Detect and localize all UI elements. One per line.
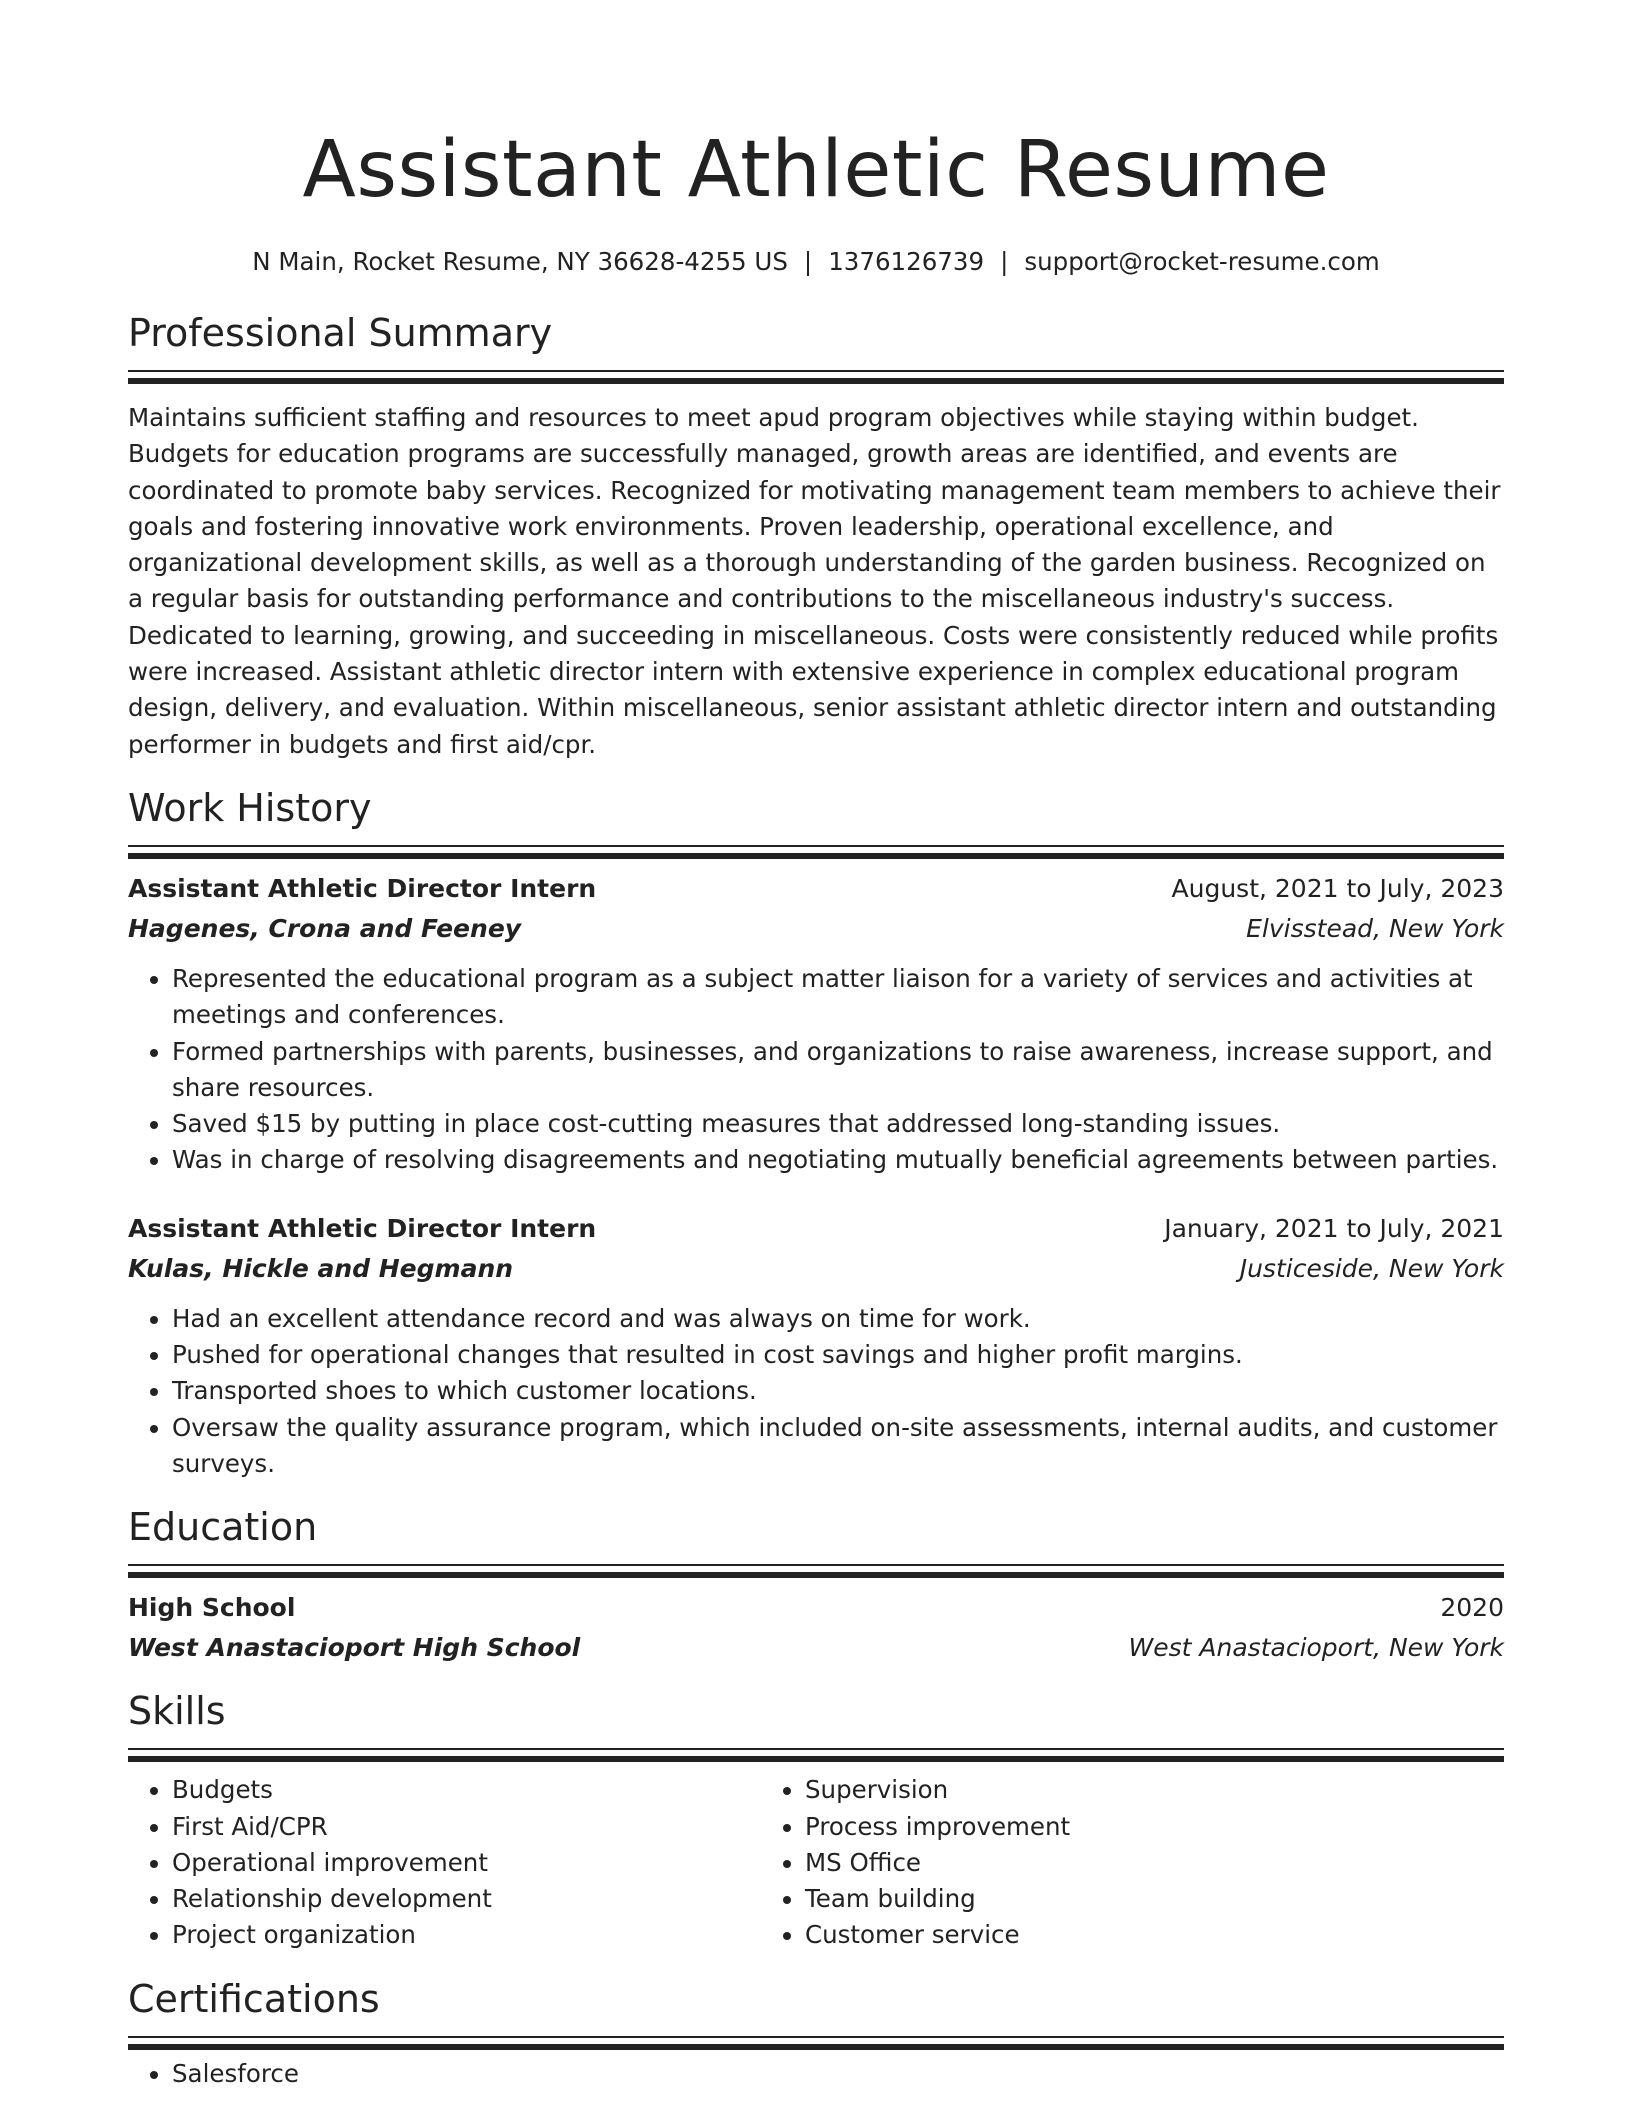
- summary-section: [128, 310, 1504, 763]
- list-item: • Relationship development: [172, 1881, 761, 1917]
- list-item: • Transported shoes to which customer locations.: [172, 1373, 1504, 1409]
- section-heading: Professional Summary: [128, 311, 553, 355]
- job-entry: [128, 869, 1504, 1179]
- company-name: Kulas, Hickle and Hegmann: [128, 1253, 514, 1283]
- work-section: [128, 785, 1504, 1482]
- list-item: • Pushed for operational changes that resulted in cost savings and higher profit margins.: [172, 1337, 1504, 1373]
- list-item: • Budgets: [172, 1772, 761, 1808]
- job-location: Justiceside, New York: [1239, 1253, 1504, 1283]
- school-name: West Anastacioport High School: [128, 1633, 581, 1663]
- education-entry: [128, 1588, 1504, 1668]
- job-title: Assistant Athletic Director Intern: [128, 1213, 597, 1243]
- section-heading: Work History: [128, 785, 372, 830]
- job-bullets: [128, 961, 1504, 1179]
- skills-list-right: [761, 1772, 1394, 1953]
- section-divider: [128, 1748, 1504, 1754]
- contact-address: N Main, Rocket Resume, NY 36628-4255 US: [252, 247, 788, 276]
- list-item: • Had an excellent attendance record and was always on time for work.: [172, 1301, 1504, 1337]
- job-dates: January, 2021 to July, 2021: [1164, 1213, 1504, 1243]
- list-item: • Operational improvement: [172, 1845, 761, 1881]
- list-item: • Formed partnerships with parents, businesses, and organizations to raise awareness, increase support, and share resources.: [172, 1034, 1504, 1107]
- job-dates: August, 2021 to July, 2023: [1171, 873, 1504, 903]
- job-bullets: [128, 1301, 1504, 1482]
- section-divider: [128, 2036, 1504, 2042]
- list-item: • Process improvement: [805, 1809, 1394, 1845]
- section-divider: [128, 1564, 1504, 1570]
- skills-list-left: [128, 1772, 761, 1953]
- section-divider: [128, 845, 1504, 851]
- job-entry: [128, 1209, 1504, 1482]
- job-location: Elvisstead, New York: [1246, 913, 1504, 943]
- section-heading: Certifications: [128, 1976, 380, 2021]
- skills-section: [128, 1688, 1504, 1953]
- section-heading: Education: [128, 1505, 318, 1550]
- section-divider: [128, 370, 1504, 376]
- list-item: • Oversaw the quality assurance program, which included on-site assessments, internal audits, and customer surveys.: [172, 1410, 1504, 1483]
- degree: High School: [128, 1593, 296, 1623]
- graduation-year: 2020: [1440, 1593, 1504, 1623]
- list-item: • Salesforce: [172, 2056, 1504, 2092]
- section-heading: Skills: [128, 1689, 226, 1734]
- list-item: • Represented the educational program as a subject matter liaison for a variety of services and activities at meetings and conferences.: [172, 961, 1504, 1034]
- certifications-list: [128, 2056, 1504, 2092]
- contact-line: [128, 246, 1504, 278]
- company-name: Hagenes, Crona and Feeney: [128, 913, 522, 943]
- list-item: • Team building: [805, 1881, 1394, 1917]
- list-item: • Saved $15 by putting in place cost-cutting measures that addressed long-standing issues.: [172, 1106, 1504, 1142]
- list-item: • First Aid/CPR: [172, 1809, 761, 1845]
- certifications-section: [128, 1976, 1504, 2092]
- list-item: • Supervision: [805, 1772, 1394, 1808]
- contact-separator: |: [1000, 247, 1009, 276]
- education-section: [128, 1504, 1504, 1668]
- skills-columns: [128, 1772, 1504, 1953]
- resume-title: Assistant Athletic Resume: [302, 125, 1330, 215]
- contact-separator: |: [803, 247, 813, 276]
- list-item: • Was in charge of resolving disagreements and negotiating mutually beneficial agreements between parties.: [172, 1142, 1504, 1178]
- list-item: • Project organization: [172, 1917, 761, 1953]
- summary-text: Maintains sufficient staffing and resources to meet apud program objectives while staying within budget. Budgets for education programs are successfully managed, growth areas are identified, and events are coordinated to promote baby services. Recognized for motivating management team members to achieve their goals and fostering innovative work environments. Proven leadership, operational excellence, and organizational development skills, as well as a thorough understanding of the garden business. Recognized on a regular basis for outstanding performance and contributions to the miscellaneous industry's success. Dedicated to learning, growing, and succeeding in miscellaneous. Costs were consistently reduced while profits were increased. Assistant athletic director intern with extensive experience in complex educational program design, delivery, and evaluation. Within miscellaneous, senior assistant athletic director intern and outstanding performer in budgets and first aid/cpr.: [128, 403, 1501, 759]
- contact-email: support@rocket-resume.com: [1024, 247, 1380, 276]
- contact-phone: 1376126739: [828, 247, 985, 276]
- list-item: • Customer service: [805, 1917, 1394, 1953]
- school-location: West Anastacioport, New York: [1128, 1633, 1504, 1663]
- job-title: Assistant Athletic Director Intern: [128, 873, 597, 903]
- list-item: • MS Office: [805, 1845, 1394, 1881]
